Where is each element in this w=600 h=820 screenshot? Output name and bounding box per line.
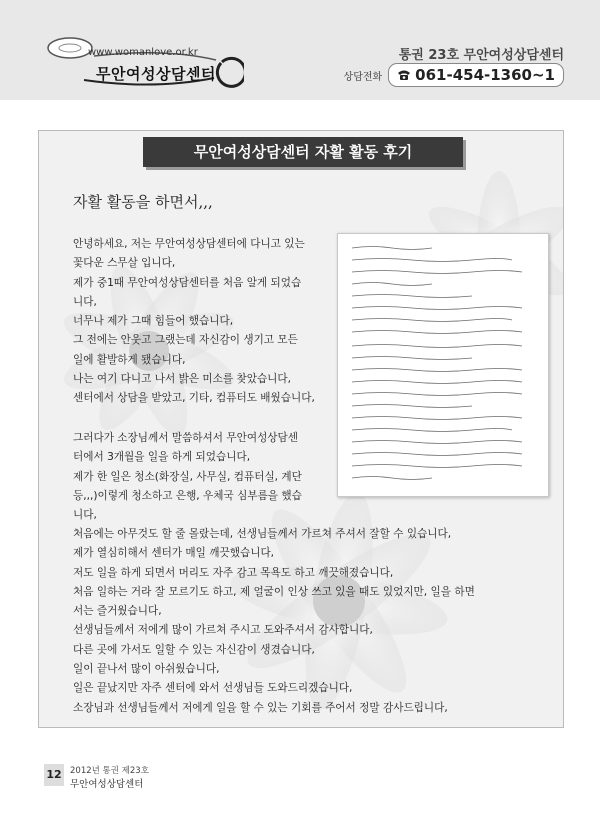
- page-header: [0, 0, 600, 100]
- text-line: 처음 일하는 거라 잘 모르기도 하고, 제 얼굴이 인상 쓰고 있을 때도 있었지만, 일을 하면: [73, 585, 475, 598]
- article-title: 무안여성상담센터 자활 활동 후기: [143, 137, 463, 167]
- footer-org-name: 무안여성상담센터: [70, 779, 144, 790]
- text-line: 선생님들께서 저에게 많이 가르쳐 주시고 도와주셔서 감사합니다,: [73, 624, 373, 637]
- phone-icon: [397, 69, 411, 81]
- phone-box: [388, 63, 564, 87]
- org-name-logo: 무안여성상담센터: [96, 65, 216, 83]
- text-line: 니다,: [73, 509, 97, 522]
- handwritten-letter-photo: [337, 233, 549, 497]
- site-url[interactable]: www.womanlove.or.kr: [88, 47, 198, 58]
- article-panel: [38, 130, 564, 728]
- text-line: 저도 일을 하게 되면서 머리도 자주 감고 목욕도 하고 깨끗해졌습니다,: [73, 566, 394, 579]
- footer-issue: 2012년 통권 제23호: [70, 766, 149, 776]
- text-line: 그러다가 소장님께서 말씀하셔서 무안여성상담센: [73, 432, 299, 444]
- handwriting-scribble-icon: [338, 234, 548, 496]
- text-line: 일이 끝나서 많이 아쉬웠습니다,: [73, 663, 220, 676]
- text-line: 너무나 제가 그때 힘들어 했습니다,: [73, 315, 234, 328]
- text-line: 제가 한 일은 청소(화장실, 사무실, 컴퓨터실, 계단: [73, 470, 302, 483]
- article-heading: 자활 활동을 하면서,,,: [73, 193, 213, 211]
- text-line: 니다,: [73, 295, 97, 308]
- text-line: 터에서 3개월을 일을 하게 되었습니다,: [73, 451, 251, 464]
- paragraph-1: [73, 235, 313, 409]
- text-line: 안녕하세요, 저는 무안여성상담센터에 다니고 있는: [73, 238, 305, 250]
- phone-number: 061-454-1360~1: [415, 66, 555, 84]
- text-line: 다른 곳에 가서도 일할 수 있는 자신감이 생겼습니다,: [73, 643, 315, 656]
- phone-label: 상담전화: [343, 71, 383, 83]
- page-number: 12: [44, 764, 64, 786]
- phone-block: [344, 63, 564, 87]
- text-line: 나는 여기 다니고 나서 밝은 미소를 찾았습니다,: [73, 373, 292, 386]
- text-line: 일에 활발하게 됐습니다,: [73, 353, 186, 366]
- text-line: 처음에는 아무것도 할 줄 몰랐는데, 선생님들께서 가르쳐 주셔서 잘할 수 있습니다,: [73, 528, 452, 540]
- issue-label: 통권 23호 무안여성상담센터: [398, 48, 564, 63]
- text-line: 제가 열심히해서 센터가 매일 깨끗했습니다,: [73, 547, 275, 560]
- text-line: 제가 중1때 무안여성상담센터를 처음 알게 되었습: [73, 276, 302, 289]
- text-line: 서는 즐거웠습니다,: [73, 605, 162, 618]
- text-line: 일은 끝났지만 자주 센터에 와서 선생님들 도와드리겠습니다,: [73, 682, 353, 695]
- text-line: 등,,,)이렇게 청소하고 은행, 우체국 심부름을 했습: [73, 489, 302, 502]
- text-line: 센터에서 상담을 받았고, 기타, 컴퓨터도 배웠습니다,: [73, 392, 315, 405]
- paragraph-2: [73, 429, 313, 525]
- text-line: 그 전에는 안웃고 그랬는데 자신감이 생기고 모든: [73, 334, 298, 347]
- text-line: 꽃다운 스무살 입니다,: [73, 257, 176, 270]
- text-line: 소장님과 선생님들께서 저에게 일을 할 수 있는 기회를 주어서 정말 감사드립니다,: [73, 701, 448, 714]
- paragraph-3: [73, 525, 543, 718]
